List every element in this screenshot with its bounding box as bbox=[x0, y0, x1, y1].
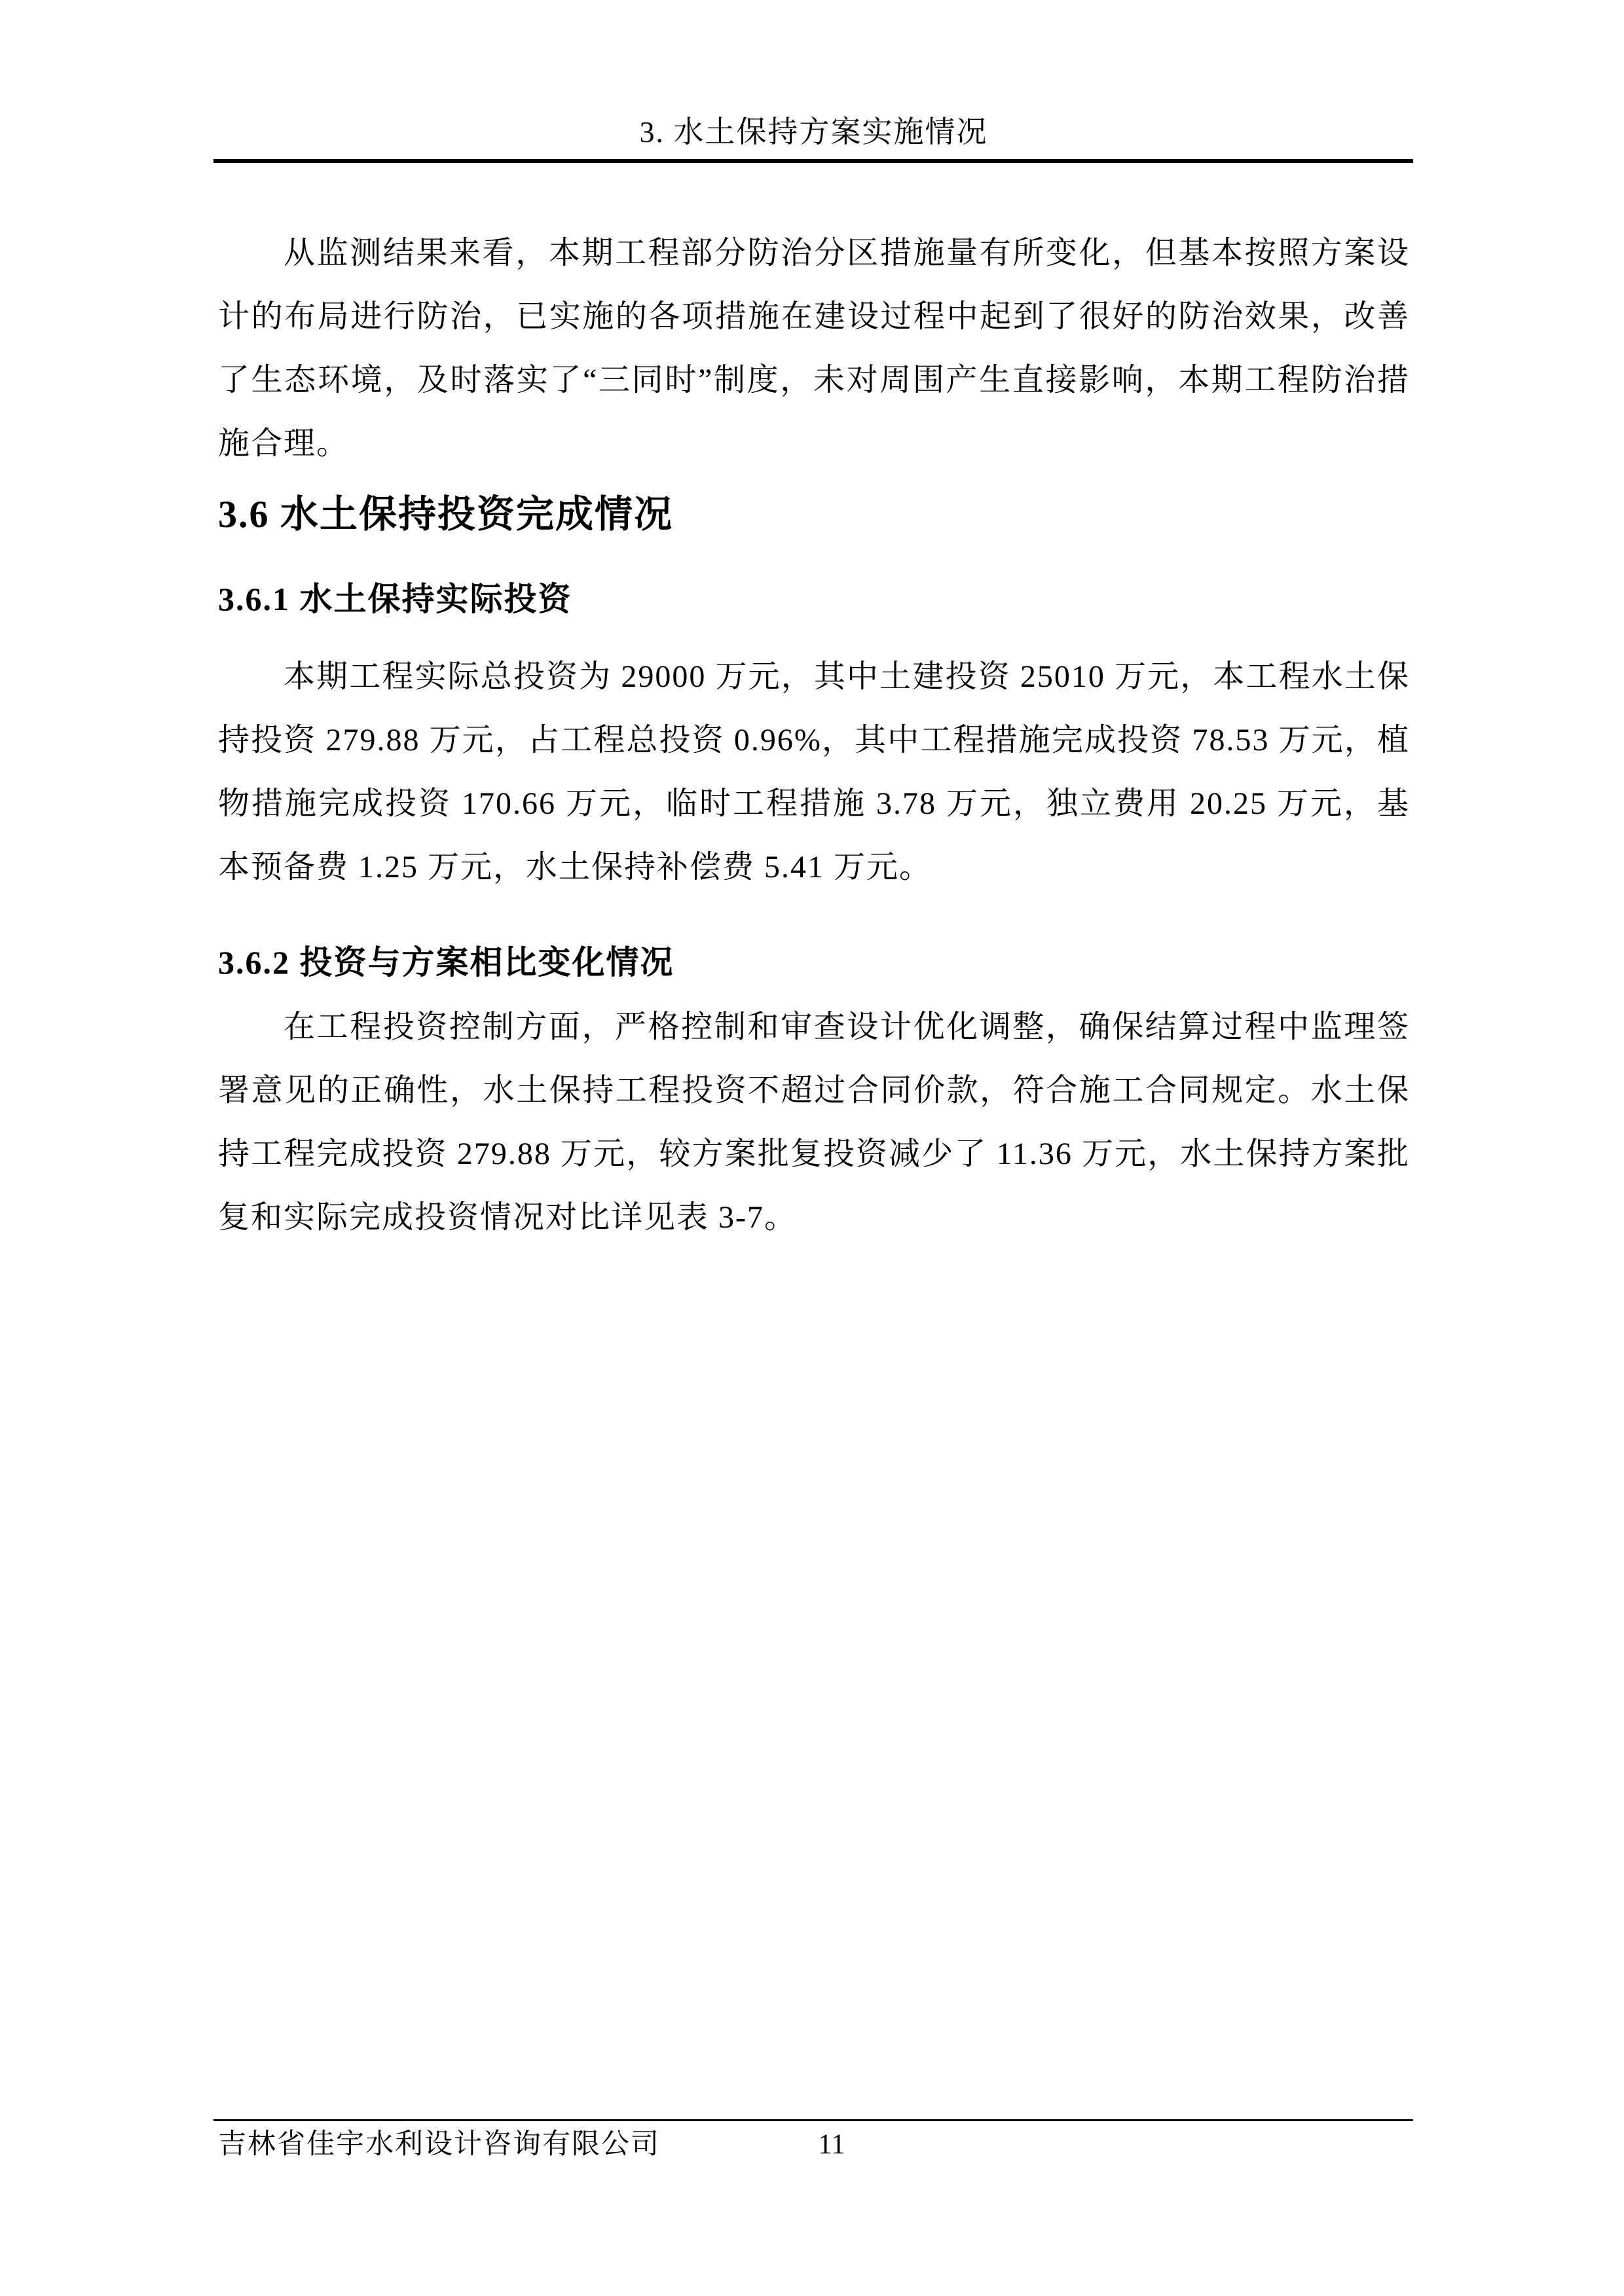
section-heading-3-6-1: 3.6.1 水土保持实际投资 bbox=[218, 581, 572, 617]
section-heading-3-6: 3.6 水土保持投资完成情况 bbox=[218, 493, 674, 536]
footer-rule bbox=[213, 2119, 1413, 2121]
paragraph-investment-change: 在工程投资控制方面，严格控制和审查设计优化调整，确保结算过程中监理签署意见的正确性，水土保持工程投资不超过合同价款，符合施工合同规定。水土保持工程完成投资 279.88 万元，较方案批复投资减少了 11.36 万元，水土保持方案批复和实际完成投资情况对比详见表 3-7。 bbox=[218, 1010, 1410, 1235]
footer-page-number: 11 bbox=[818, 2129, 845, 2160]
running-header-title: 3. 水土保持方案实施情况 bbox=[639, 115, 988, 149]
footer-company-name: 吉林省佳宇水利设计咨询有限公司 bbox=[218, 2129, 660, 2160]
paragraph-monitoring-summary: 从监测结果来看，本期工程部分防治分区措施量有所变化，但基本按照方案设计的布局进行防治，已实施的各项措施在建设过程中起到了很好的防治效果，改善了生态环境，及时落实了“三同时”制度，未对周围产生直接影响，本期工程防治措施合理。 bbox=[218, 236, 1410, 461]
paragraph-actual-investment: 本期工程实际总投资为 29000 万元，其中土建投资 25010 万元，本工程水土保持投资 279.88 万元，占工程总投资 0.96%，其中工程措施完成投资 78.53 万元，植物措施完成投资 170.66 万元，临时工程措施 3.78 万元，独立费用 20.25 万元，基本预备费 1.25 万元，水土保持补偿费 5.41 万元。 bbox=[218, 659, 1410, 884]
section-heading-3-6-2: 3.6.2 投资与方案相比变化情况 bbox=[218, 944, 674, 981]
header-rule bbox=[213, 159, 1413, 163]
